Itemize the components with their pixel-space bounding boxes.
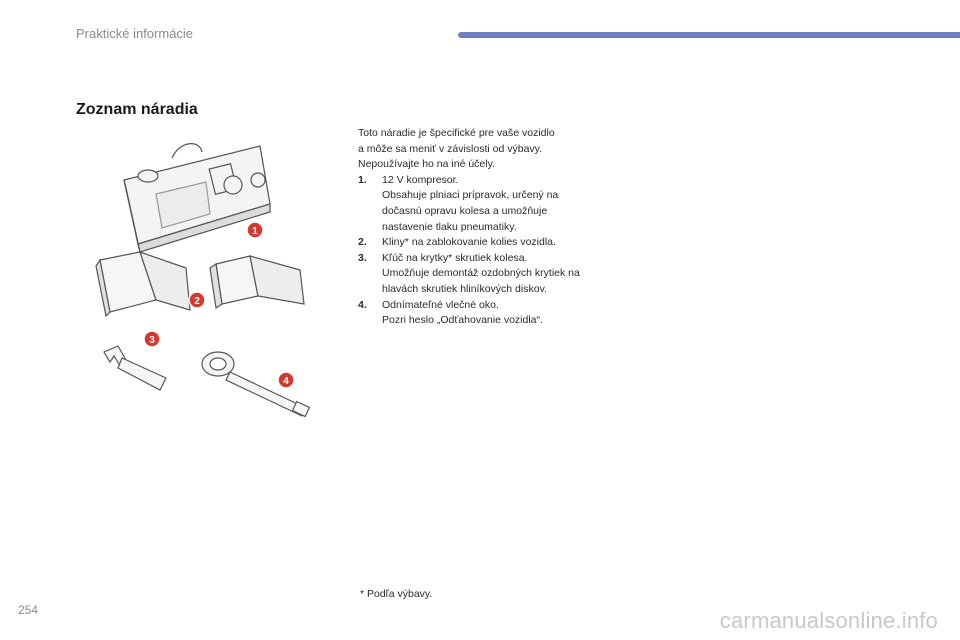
item-line: hlavách skrutiek hliníkových diskov. bbox=[382, 282, 547, 295]
svg-text:2: 2 bbox=[194, 296, 200, 307]
intro-line: Nepoužívajte ho na iné účely. bbox=[358, 158, 495, 171]
svg-text:3: 3 bbox=[149, 335, 155, 346]
watermark: carmanualsonline.info bbox=[719, 608, 938, 633]
callout-2 bbox=[189, 292, 205, 308]
item-line: Odnímateľné vlečné oko. bbox=[382, 298, 499, 311]
list-item-2 bbox=[358, 235, 628, 251]
item-line: Kľúč na krytky* skrutiek kolesa. bbox=[382, 251, 528, 264]
list-item-3 bbox=[358, 251, 628, 298]
item-number: 4. bbox=[358, 298, 367, 311]
page-number: 254 bbox=[18, 603, 39, 617]
header-title: Praktické informácie bbox=[76, 26, 194, 41]
callout-1 bbox=[247, 222, 263, 238]
item-line: Kliny* na zablokovanie kolies vozidla. bbox=[382, 236, 556, 249]
tool-description bbox=[358, 126, 628, 329]
list-item-1 bbox=[358, 173, 628, 235]
item-line: Obsahuje plniaci prípravok, určený na bbox=[382, 189, 559, 202]
header-accent-bar bbox=[458, 32, 960, 38]
intro-line: a môže sa meniť v závislosti od výbavy. bbox=[358, 142, 543, 155]
item-number: 2. bbox=[358, 236, 367, 249]
item-line: Pozri heslo „Odťahovanie vozidla“. bbox=[382, 314, 543, 327]
footnote: * Podľa výbavy. bbox=[360, 588, 433, 600]
cap-key-drawing bbox=[104, 346, 166, 390]
svg-text:4: 4 bbox=[283, 376, 289, 387]
compressor-drawing bbox=[124, 144, 270, 252]
item-line: nastavenie tlaku pneumatiky. bbox=[382, 220, 517, 233]
callout-3 bbox=[144, 331, 160, 347]
item-number: 1. bbox=[358, 173, 367, 186]
item-line: 12 V kompresor. bbox=[382, 173, 459, 186]
svg-text:1: 1 bbox=[252, 226, 258, 237]
item-number: 3. bbox=[358, 251, 367, 264]
tools-illustration bbox=[90, 140, 330, 430]
item-line: Umožňuje demontáž ozdobných krytiek na bbox=[382, 267, 580, 280]
section-title: Zoznam náradia bbox=[76, 101, 198, 118]
intro-line: Toto náradie je špecifické pre vaše vozidlo bbox=[358, 127, 555, 139]
list-item-4 bbox=[358, 298, 628, 329]
callout-4 bbox=[278, 372, 294, 388]
item-line: dočasnú opravu kolesa a umožňuje bbox=[382, 204, 548, 217]
